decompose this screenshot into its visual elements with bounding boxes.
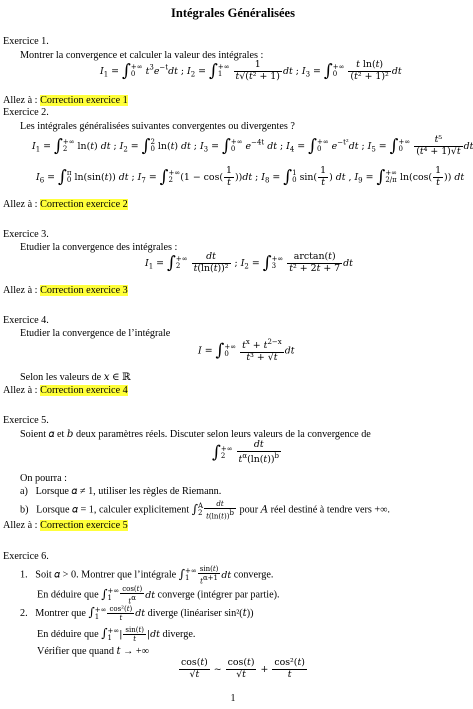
correction-link-4[interactable]: Correction exercice 4: [40, 385, 128, 396]
question-1b-text-post: converge (intégrer par partie).: [157, 589, 280, 601]
exercise-5-text: Soient 𝛼 et 𝑏 deux paramètres réels. Discuter selon leurs valeurs de la convergence de: [20, 429, 371, 440]
exercise-5-link-row: [3, 520, 128, 532]
exercise-3-text: Etudier la convergence des intégrales :: [20, 242, 178, 253]
exercise-1-heading: Exercice 1.: [3, 36, 49, 47]
item-b-marker: b): [20, 504, 29, 516]
correction-link-5[interactable]: Correction exercice 5: [40, 520, 128, 531]
question-2-text-post: diverge (linéariser sin²(𝑡)): [147, 608, 254, 620]
question-1-text-pre: Soit 𝛼 > 0. Montrer que l’intégrale: [35, 569, 177, 581]
question-2-text-pre: Montrer que: [35, 608, 86, 620]
question-2-marker: 2.: [20, 608, 28, 620]
page-number: 1: [230, 693, 236, 704]
exercise-3-heading: Exercice 3.: [3, 229, 49, 240]
exercise-5-item-a: [20, 486, 221, 498]
exercise-2-formula-line-2: $I_6$ = ∫ π 0 ln(sin(t)) dt ; $I_7$ = ∫ +∞ 2 (1 − cos( $\frac{1}{t}$ ))dt ; $I_8$ = ∫ 1 0 sin( $\frac{1}{t}$ ) dt , $I_9$ = ∫ +∞ 2/π ln(cos( $\frac{1}{t}$ )) dt: [36, 165, 465, 188]
exercise-6-question-1: [20, 565, 273, 585]
question-2b-text-post: diverge.: [162, 629, 196, 641]
exercise-3-formula: $I_1$ = ∫ +∞ 2 $\frac{dt}{\text{t(ln(t))²}}$ ; $I_2$ = ∫ +∞ 3 $\frac{\arctan(t)}{\text{t² + 2t + 7}}$ dt: [145, 251, 353, 274]
item-b-text-post: pour 𝐴 réel destiné à tendre vers +∞.: [239, 504, 390, 516]
exercise-6-heading: Exercice 6.: [3, 551, 49, 562]
exercise-5-formula: ∫ +∞ 2 $\frac{dt}{t^\alpha(\ln(t))^b}$: [212, 439, 280, 465]
item-b-text-pre: Lorsque 𝛼 = 1, calculer explicitement: [36, 504, 190, 516]
exercise-5-item-b: [20, 500, 390, 520]
go-to-label: Allez à :: [3, 385, 38, 396]
question-2-formula: ∫ +∞ 1 $\frac{\text{cos²(t)}}{t}$ dt: [88, 605, 146, 623]
exercise-4-text-2: Selon les valeurs de 𝑥 ∈ ℝ: [20, 372, 131, 383]
go-to-label: Allez à :: [3, 520, 38, 531]
correction-link-1[interactable]: Correction exercice 1: [40, 95, 128, 106]
page-title: Intégrales Généralisées: [171, 6, 295, 20]
correction-link-2[interactable]: Correction exercice 2: [40, 199, 128, 210]
exercise-6-question-2c: Vérifier que quand 𝑡 → +∞: [37, 646, 149, 657]
go-to-label: Allez à :: [3, 285, 38, 296]
exercise-1-link-row: [3, 95, 128, 107]
item-b-formula: ∫ A 2 $\frac{dt}{t(\ln(t))b}$: [191, 500, 234, 521]
exercise-4-formula: I = ∫ +∞ 0 $\frac{t^x + t^{2-x}}{\text{t³ + √t}}$ dt: [198, 338, 295, 363]
exercise-3-link-row: [3, 285, 128, 297]
exercise-2-formula-line-1: $I_1$ = ∫ +∞ 2 ln(t) dt ; $I_2$ = ∫ 2 0 ln(t) dt ; $I_3$ = ∫ +∞ 0 $e^{-4t}$ dt ; $I_4$ = ∫ +∞ 0 $e^{-t^2}dt$ ; $I_5$ = ∫ +∞ 0 $\frac{\text{t⁵}}{\text{(t⁴ + 1)√t}}$ dt: [32, 134, 473, 157]
question-1-text-post: converge.: [233, 569, 274, 581]
correction-link-3[interactable]: Correction exercice 3: [40, 285, 128, 296]
exercise-4-link-row: [3, 385, 128, 397]
question-1-formula: ∫ +∞ 1 $\frac{\sin(t)}{t\alpha+1}$ dt: [178, 565, 232, 586]
go-to-label: Allez à :: [3, 95, 38, 106]
item-a-marker: a): [20, 486, 28, 497]
exercise-5-heading: Exercice 5.: [3, 415, 49, 426]
exercise-6-question-2: [20, 605, 254, 622]
question-1-marker: 1.: [20, 569, 28, 581]
question-1b-text-pre: En déduire que: [37, 589, 99, 601]
go-to-label: Allez à :: [3, 199, 38, 210]
exercise-4-heading: Exercice 4.: [3, 315, 49, 326]
exercise-2-link-row: [3, 199, 128, 211]
question-1b-formula: ∫ +∞ 1 $\frac{\cos(t)}{t\alpha}$ dt: [101, 585, 155, 606]
exercise-6-asymptotic-formula: $\frac{\cos(t)}{√t}$ ~ $\frac{\cos(t)}{√t}$ + $\frac{\text{cos²(t)}}{t}$: [181, 657, 305, 680]
exercise-5-could: On pourra :: [20, 473, 67, 484]
exercise-6-question-1b: [37, 585, 280, 605]
exercise-2-heading: Exercice 2.: [3, 107, 49, 118]
exercise-1-text: Montrer la convergence et calculer la valeur des intégrales :: [20, 50, 264, 61]
question-2b-formula: ∫ +∞ 1 | $\frac{\sin(t)}{t}$ |dt: [101, 626, 160, 644]
exercise-6-question-2b: [37, 626, 195, 643]
exercise-2-text: Les intégrales généralisées suivantes convergentes ou divergentes ?: [20, 121, 295, 132]
question-2b-text-pre: En déduire que: [37, 629, 99, 641]
exercise-4-text: Etudier la convergence de l’intégrale: [20, 328, 171, 339]
exercise-1-formula: $I_1$ = ∫ +∞ 0 $t^3e^{-t}dt$ ; $I_2$ = ∫ +∞ 1 $\frac{1}{\text{t√(t² + 1)}}$ dt ; $I_3$ = ∫ +∞ 0 $\frac{\text{t ln(t)}}{\text{(t² + 1)²}}$ dt: [100, 59, 402, 82]
item-a-text: Lorsque 𝛼 ≠ 1, utiliser les règles de Riemann.: [35, 486, 222, 497]
